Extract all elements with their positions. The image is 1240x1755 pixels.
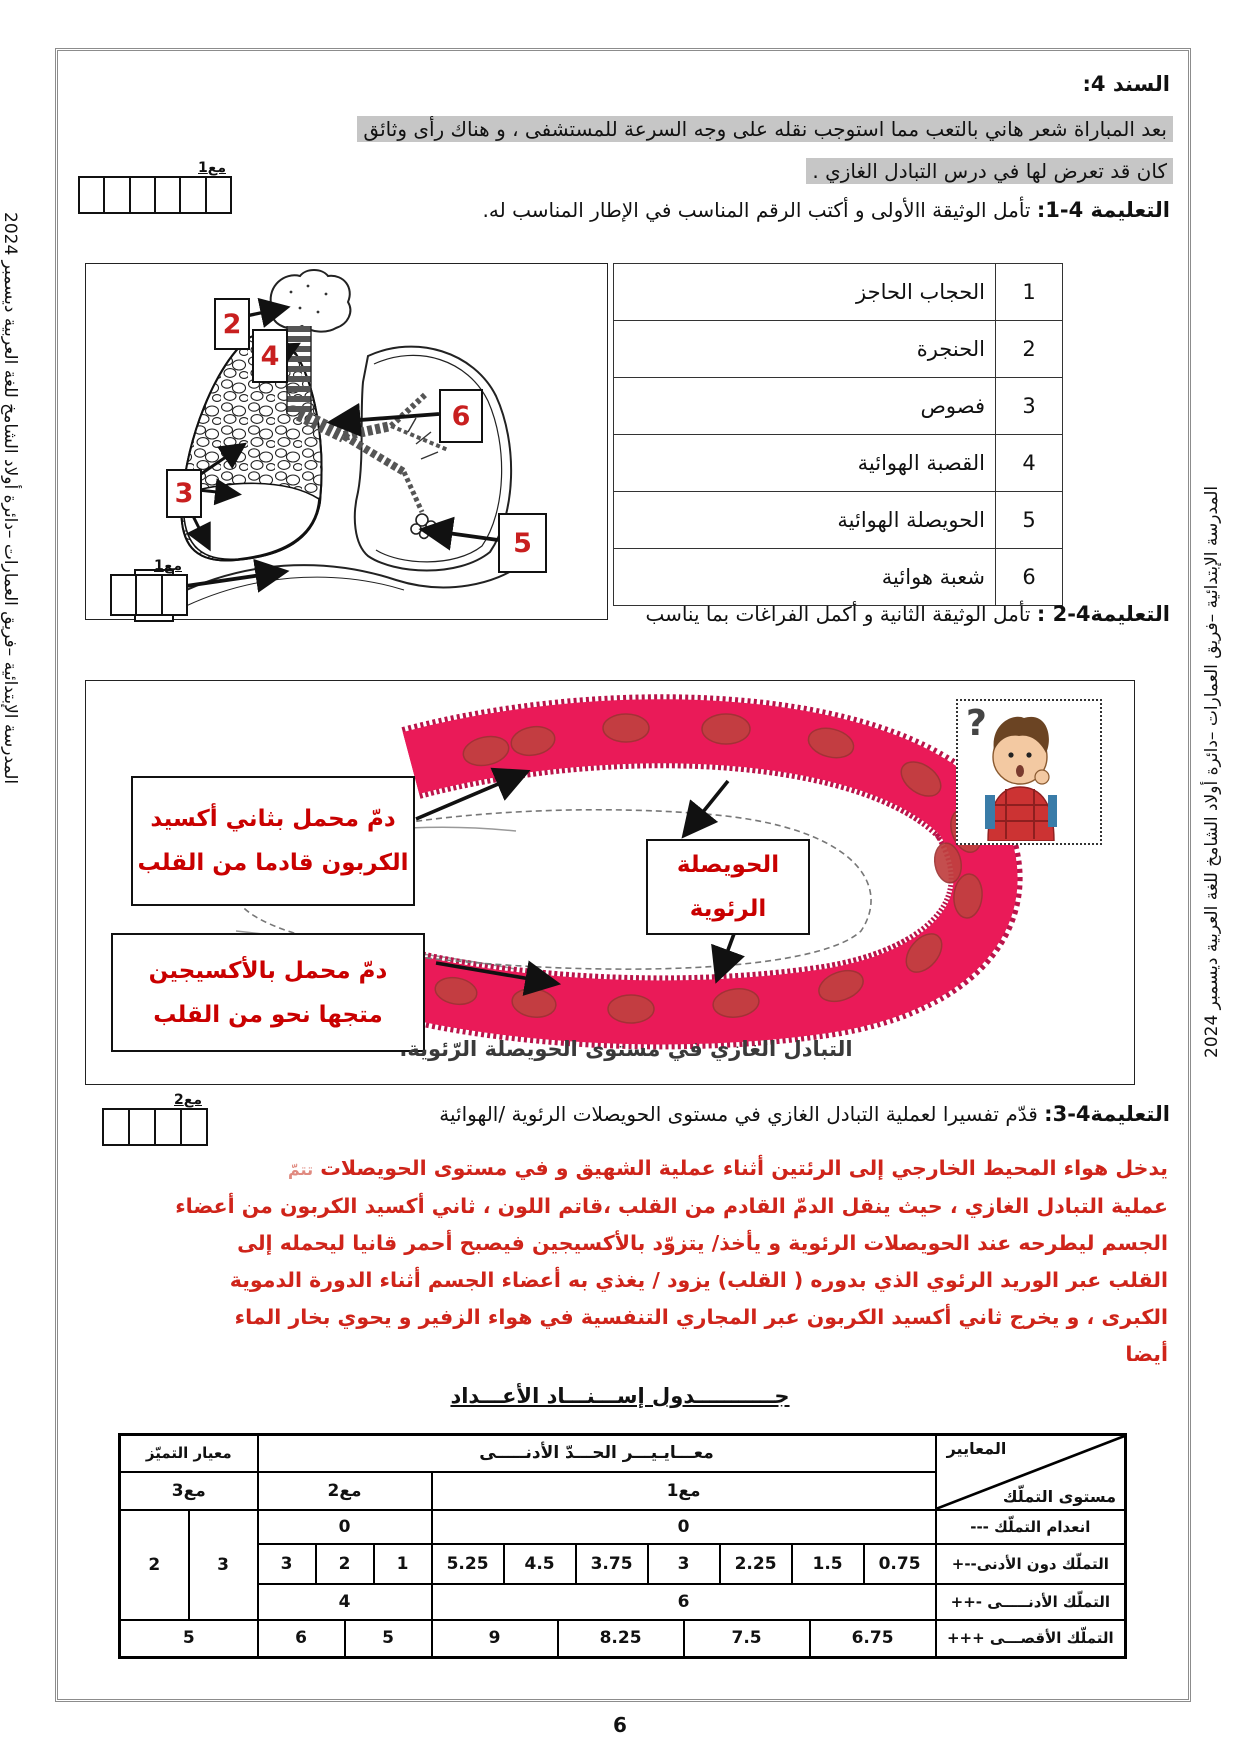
- row-number: 5: [996, 492, 1063, 549]
- answer-line: الجسم ليطرحه عند الحويصلات الرئوية و يأخذ/ يتزوّد بالأكسيجين فيصبح أحمر قانيا ليحمله إلى: [237, 1231, 1168, 1255]
- instruction-4-2: [645, 602, 1170, 626]
- table-row: [614, 378, 1063, 435]
- label-o2-line1: دمّ محمل بالأكسيجين: [148, 957, 388, 984]
- page-number: 6: [613, 1713, 627, 1737]
- row-label: القصبة الهوائية: [614, 435, 996, 492]
- instruction-4-3-text: قدّم تفسيرا لعملية التبادل الغازي في مستوى الحويصلات الرئوية /الهوائية: [439, 1102, 1045, 1126]
- score-cell: 4.5: [504, 1544, 576, 1584]
- answer-line: القلب عبر الوريد الرئوي الذي بدوره ( القلب) يزود / يغذي به أعضاء الجسم أثناء الدورة الدموية: [229, 1268, 1168, 1292]
- score-cell: 3: [648, 1544, 720, 1584]
- instruction-4-2-number: التعليمة4-2 :: [1036, 602, 1170, 626]
- score-cell: 2: [316, 1544, 374, 1584]
- score-box: [103, 176, 130, 214]
- score-strip-1-label: مع1: [198, 160, 226, 176]
- score-cell: 5.25: [432, 1544, 504, 1584]
- score-strip-3: [104, 1092, 208, 1146]
- sub-header-m3: مع3: [120, 1472, 258, 1510]
- left-margin-school-text: المدرسة الإبتدائية –فريق العمارات –دائرة أولاد الشامخ للغة العربية ديسمبر 2024: [0, 212, 20, 785]
- score-cell: 3: [189, 1510, 258, 1620]
- row-number: 3: [996, 378, 1063, 435]
- support-paragraph: [108, 108, 1173, 192]
- table-row: [614, 492, 1063, 549]
- row-number: 6: [996, 549, 1063, 606]
- corner-criteria-label: المعايير: [946, 1439, 1007, 1458]
- figure-number-5: 5: [498, 513, 547, 573]
- table-row: [120, 1620, 1126, 1658]
- table-row: [614, 264, 1063, 321]
- min-criteria-header: معـــايـيـــر الحـــدّ الأدنـــــى: [258, 1435, 936, 1472]
- support-line1: بعد المباراة شعر هاني بالتعب مما استوجب نقله على وجه السرعة للمستشفى ، و هناك رأى وثائق: [357, 116, 1173, 142]
- score-box: [154, 176, 181, 214]
- answer-line-faint: تتمّ: [288, 1160, 314, 1179]
- support-line2: كان قد تعرض لها في درس التبادل الغازي .: [806, 158, 1173, 184]
- score-box: [205, 176, 232, 214]
- score-cell: 8.25: [558, 1620, 684, 1658]
- row-label: فصوص: [614, 378, 996, 435]
- score-box: [179, 176, 206, 214]
- score-cell: 6: [258, 1620, 345, 1658]
- figure-number-6: 6: [439, 389, 483, 443]
- label-co2-line1: دمّ محمل بثاني أكسيد: [150, 806, 396, 832]
- question-mark-icon: ?: [966, 703, 987, 744]
- sub-header-m1: مع1: [432, 1472, 936, 1510]
- answer-line: الكبرى ، و يخرج ثاني أكسيد الكربون عبر المجاري التنفسية في هواء الزفير و يحوي بخار الماء: [234, 1305, 1168, 1329]
- instruction-4-3: [170, 1102, 1170, 1126]
- score-box: [129, 176, 156, 214]
- score-strip-2-label: مع1: [154, 558, 182, 574]
- score-cell: 6: [432, 1584, 936, 1620]
- score-box: [128, 1108, 156, 1146]
- table-row: [120, 1544, 1126, 1584]
- label-o2-line2: متجها نحو من القلب: [153, 1001, 383, 1028]
- table-row: [120, 1584, 1126, 1620]
- row-label: الحويصلة الهوائية: [614, 492, 996, 549]
- instruction-4-3-number: التعليمة4-3:: [1044, 1102, 1170, 1126]
- confused-student-image: [956, 699, 1102, 845]
- score-cell: 9: [432, 1620, 558, 1658]
- score-cell: 5: [345, 1620, 432, 1658]
- corner-mastery-label: مستوى التملّك: [1002, 1486, 1117, 1506]
- row-number: 4: [996, 435, 1063, 492]
- score-cell: 0: [432, 1510, 936, 1544]
- table-row: [120, 1435, 1126, 1472]
- excellence-criteria-header: معيار التميّز: [120, 1435, 258, 1472]
- instruction-4-1: [483, 198, 1170, 222]
- score-box: [161, 574, 188, 616]
- label-alveolus-line1: الحويصلة: [676, 852, 780, 878]
- figure-number-2: 2: [214, 298, 250, 350]
- score-cell: 1.5: [792, 1544, 864, 1584]
- score-cell: 0: [258, 1510, 432, 1544]
- score-cell: 3: [258, 1544, 316, 1584]
- label-co2-blood: [131, 776, 415, 906]
- row-label: انعدام التملّك ---: [936, 1510, 1126, 1544]
- row-label: شعبة هوائية: [614, 549, 996, 606]
- score-cell: 2.25: [720, 1544, 792, 1584]
- answer-line: أيضا: [1125, 1342, 1168, 1366]
- score-cell: 7.5: [684, 1620, 810, 1658]
- score-box: [102, 1108, 130, 1146]
- row-number: 2: [996, 321, 1063, 378]
- instruction-4-1-text: تأمل الوثيقة االأولى و أكتب الرقم المناسب في الإطار المناسب له.: [482, 198, 1037, 222]
- label-o2-blood: [111, 933, 425, 1052]
- label-alveolus-line2: الرئوية: [689, 896, 767, 922]
- grades-table-title: جـــــــــــدول إســـنـــاد الأعـــداد: [450, 1384, 790, 1408]
- score-strip-2-boxes: [112, 574, 188, 616]
- row-label: التملّك الأدنـــــى -++: [936, 1584, 1126, 1620]
- score-box: [78, 176, 105, 214]
- score-cell: 0.75: [864, 1544, 936, 1584]
- student-answer-text: [76, 1150, 1168, 1373]
- corner-header-cell: [936, 1435, 1126, 1510]
- table-row: [120, 1510, 1126, 1544]
- row-number: 1: [996, 264, 1063, 321]
- grades-table: [118, 1433, 1127, 1659]
- answer-line-text: يدخل هواء المحيط الخارجي إلى الرئتين أثناء عملية الشهيق و في مستوى الحويصلات: [320, 1156, 1168, 1180]
- table-row: [614, 321, 1063, 378]
- score-cell: 4: [258, 1584, 432, 1620]
- score-box: [135, 574, 162, 616]
- doc1-label-table: [613, 263, 1063, 606]
- figure-number-4: 4: [252, 329, 288, 383]
- score-box: [154, 1108, 182, 1146]
- score-cell: 1: [374, 1544, 432, 1584]
- score-cell: 5: [120, 1620, 258, 1658]
- support-title: السند 4:: [1082, 72, 1170, 96]
- alveolus-diagram: [85, 680, 1135, 1085]
- answer-line: عملية التبادل الغازي ، حيث ينقل الدمّ القادم من القلب ،قاتم اللون ، ثاني أكسيد الكربون من أعضاء: [175, 1194, 1168, 1218]
- score-strip-1: [80, 160, 232, 214]
- table-row: [614, 549, 1063, 606]
- instruction-4-2-text: تأمل الوثيقة الثانية و أكمل الفراغات بما يناسب: [645, 602, 1037, 626]
- score-box: [110, 574, 137, 616]
- score-strip-3-label: مع2: [174, 1092, 202, 1108]
- row-label: الحنجرة: [614, 321, 996, 378]
- row-label: التملّك الأقصـــى +++: [936, 1620, 1126, 1658]
- score-cell: 6.75: [810, 1620, 936, 1658]
- score-strip-2: [112, 558, 188, 616]
- row-label: التملّك دون الأدنى--+: [936, 1544, 1126, 1584]
- score-cell: 2: [120, 1510, 189, 1620]
- table-row: [614, 435, 1063, 492]
- figure-number-3: 3: [166, 469, 202, 518]
- instruction-4-1-number: التعليمة 4-1:: [1036, 198, 1170, 222]
- score-strip-1-boxes: [80, 176, 232, 214]
- score-cell: 3.75: [576, 1544, 648, 1584]
- answer-line: [76, 1150, 1168, 1188]
- right-margin-school-text: المدرسة الإبتدائية –فريق العمارات –دائرة أولاد الشامخ للغة العربية ديسمبر 2024: [1202, 485, 1222, 1058]
- label-alveolus: [646, 839, 810, 935]
- sub-header-m2: مع2: [258, 1472, 432, 1510]
- score-strip-3-boxes: [104, 1108, 208, 1146]
- figure-caption: التبادل الغازي في مستوى الحويصلة الرّئوية.: [399, 1037, 853, 1061]
- score-box: [180, 1108, 208, 1146]
- row-label: الحجاب الحاجز: [614, 264, 996, 321]
- label-co2-line2: الكربون قادما من القلب: [137, 850, 409, 876]
